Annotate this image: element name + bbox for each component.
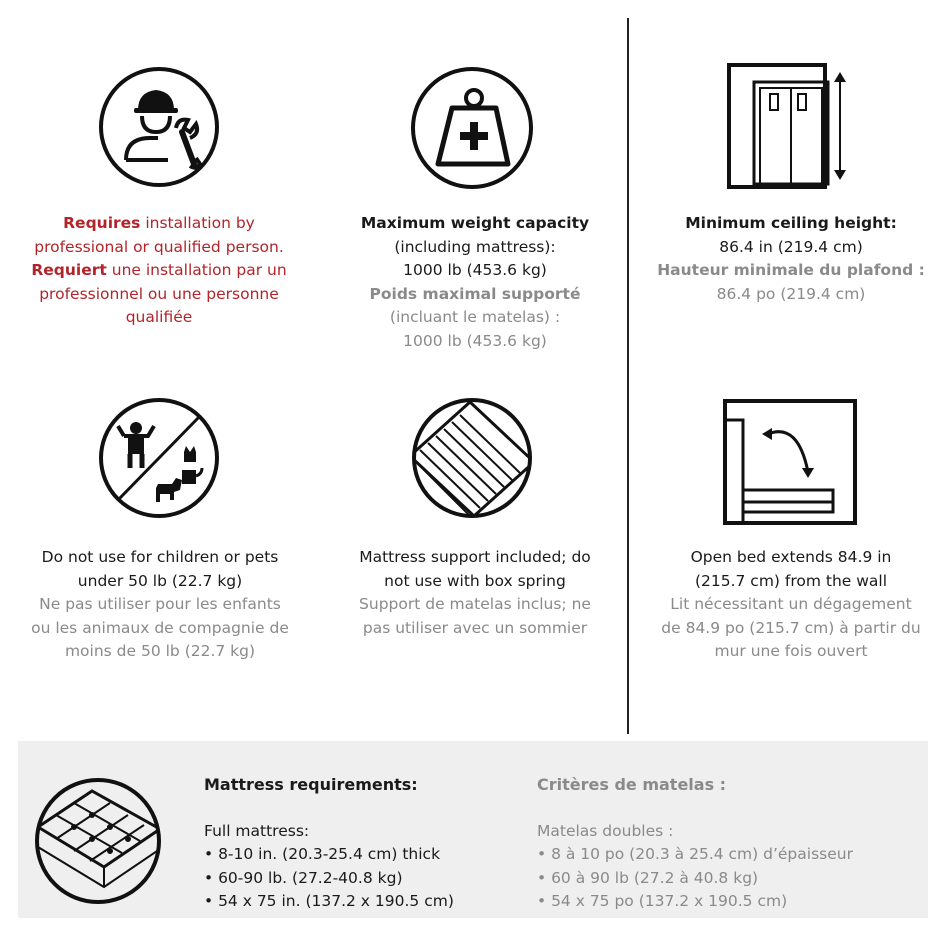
text-line [640,640,942,664]
text-run: (incluant le matelas) : [389,308,561,326]
text-run: Do not use for children or pets [41,548,279,566]
mattress-title-fr: Critères de matelas : [537,775,727,794]
text-line [325,570,625,594]
text-run: (215.7 cm) from the wall [694,571,888,590]
text-line [325,236,625,260]
text-line [10,546,310,570]
installer-worker-icon [98,66,220,188]
text-line [325,546,625,570]
elevator-door-height-icon [726,62,852,190]
text-run: une installation par un [106,261,287,279]
mattress-bullet-en: • 54 x 75 in. (137.2 x 190.5 cm) [204,892,454,910]
mattress-requirements-en [204,773,504,914]
text-line [325,212,625,236]
slat-support-icon [410,396,534,520]
text-line [640,546,942,570]
text-run: under 50 lb (22.7 kg) [77,571,243,590]
mattress-bullet-fr: • 54 x 75 po (137.2 x 190.5 cm) [537,892,788,910]
vertical-divider [627,18,629,734]
text-run: (including mattress): [394,237,556,256]
text-line [640,283,942,307]
text-line [325,330,625,354]
text-run: Maximum weight capacity [360,214,590,232]
text-line [10,640,310,664]
text-run: Requires [63,214,141,232]
mattress-subtitle-en: Full mattress: [204,821,310,840]
text-run: Minimum ceiling height: [685,214,897,232]
mattress-requirements-fr [537,773,917,914]
text-run: pas utiliser avec un sommier [362,618,588,637]
text-run: Mattress support included; do [359,548,591,566]
text-line [640,236,942,260]
text-run: 86.4 po (219.4 cm) [716,284,866,303]
text-line [14,236,304,260]
text-run: Requiert [31,261,107,279]
mattress-bullet-fr: • 8 à 10 po (20.3 à 25.4 cm) d’épaisseur [537,845,853,863]
no-children-pets-icon [98,396,220,520]
text-line [10,593,310,617]
text-run: qualifiée [125,308,193,326]
text-run: Hauteur minimale du plafond : [657,261,925,279]
text-line [10,570,310,594]
mattress-bullet-fr: • 60 à 90 lb (27.2 à 40.8 kg) [537,868,759,887]
text-run: Open bed extends 84.9 in [690,548,892,566]
text-line [325,617,625,641]
text-line [14,283,304,307]
text-run: 1000 lb (453.6 kg) [403,331,547,350]
text-run: moins de 50 lb (22.7 kg) [64,642,256,660]
text-line [10,617,310,641]
text-run: Poids maximal supporté [369,284,581,303]
mattress-support-note [325,546,625,640]
murphy-bed-open-icon [722,398,858,526]
text-run: installation by [140,214,255,232]
weight-icon [410,66,534,190]
text-line [14,306,304,330]
mattress-subtitle-fr: Matelas doubles : [537,821,674,840]
text-run: ou les animaux de compagnie de [31,618,289,637]
text-run: de 84.9 po (215.7 cm) à partir du [661,618,921,637]
mattress-bullet-en: • 60-90 lb. (27.2-40.8 kg) [204,868,403,887]
text-line [640,259,942,283]
text-line [325,259,625,283]
text-run: 86.4 in (219.4 cm) [719,237,863,256]
mattress-title-en: Mattress requirements: [204,775,418,794]
text-run: professionnel ou une personne [39,284,279,303]
text-run: not use with box spring [384,571,566,590]
text-line [640,212,942,236]
ceiling-height-note [640,212,942,306]
text-line [640,570,942,594]
mattress-bullet-en: • 8-10 in. (20.3-25.4 cm) thick [204,845,441,863]
weight-capacity-note [325,212,625,353]
text-line [325,593,625,617]
installation-note [14,212,304,330]
text-line [640,593,942,617]
text-line [14,212,304,236]
mattress-requirements-panel [18,741,928,918]
text-run: Lit nécessitant un dégagement [670,595,912,613]
text-run: Support de matelas inclus; ne [359,595,591,613]
text-line [325,283,625,307]
text-run: professional or qualified person. [34,237,284,256]
bed-extension-note [640,546,942,664]
text-run: Ne pas utiliser pour les enfants [39,595,281,613]
text-run: mur une fois ouvert [714,642,868,660]
mattress-icon [34,777,162,905]
text-line [14,259,304,283]
text-run: 1000 lb (453.6 kg) [403,261,547,279]
children-pets-note [10,546,310,664]
text-line [325,306,625,330]
text-line [640,617,942,641]
